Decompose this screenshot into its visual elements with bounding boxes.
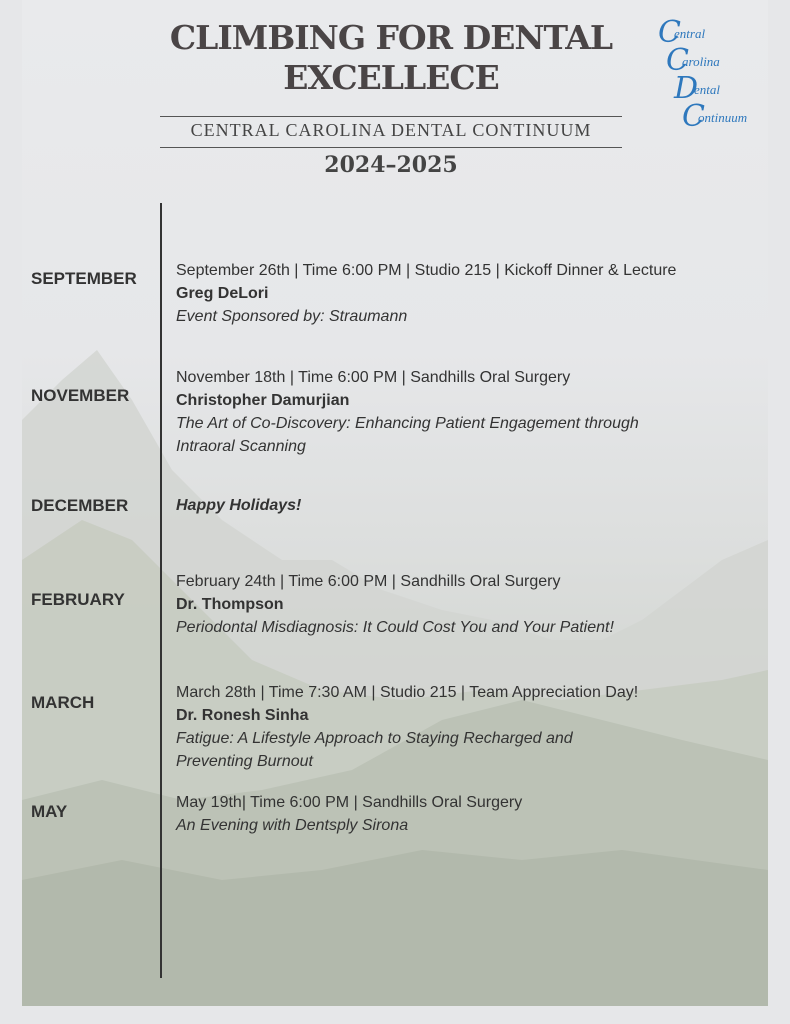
logo-word-1: entral — [674, 26, 706, 41]
month-may: MAY — [31, 802, 68, 821]
season-years: 2024–2025 — [324, 152, 458, 178]
event-details: February 24th | Time 6:00 PM | Sandhills Oral Surgery — [176, 573, 561, 590]
logo-letter-4: C — [682, 99, 705, 134]
logo-word-4: ontinuum — [698, 110, 748, 125]
title-line-1: CLIMBING FOR DENTAL — [169, 18, 613, 57]
event-speaker: Christopher Damurjian — [176, 392, 350, 409]
event-topic: An Evening with Dentsply Sirona — [176, 817, 409, 834]
title-line-2: EXCELLECE — [283, 58, 499, 97]
month-march: MARCH — [31, 693, 95, 712]
event-december — [176, 494, 736, 517]
month-february: FEBRUARY — [31, 590, 125, 609]
event-details: May 19th| Time 6:00 PM | Sandhills Oral Surgery — [176, 794, 523, 811]
logo-letter-2: C — [666, 43, 689, 78]
event-details: November 18th | Time 6:00 PM | Sandhills Oral Surgery — [176, 369, 571, 386]
divider-top — [160, 116, 622, 117]
organization-name: CENTRAL CAROLINA DENTAL CONTINUUM — [190, 120, 592, 140]
event-november — [176, 366, 736, 458]
logo-letter-3: D — [674, 71, 699, 106]
logo-word-3: ental — [694, 82, 720, 97]
event-speaker: Dr. Thompson — [176, 596, 284, 613]
month-november: NOVEMBER — [31, 386, 130, 405]
month-september: SEPTEMBER — [31, 269, 137, 288]
event-may — [176, 791, 736, 837]
event-details: March 28th | Time 7:30 AM | Studio 215 | Team Appreciation Day! — [176, 684, 639, 701]
event-speaker: Dr. Ronesh Sinha — [176, 707, 309, 724]
event-topic-line-1: The Art of Co-Discovery: Enhancing Patient Engagement through — [176, 415, 639, 432]
ccdc-logo — [652, 14, 762, 142]
event-details: September 26th | Time 6:00 PM | Studio 215 | Kickoff Dinner & Lecture — [176, 262, 677, 279]
event-march — [176, 681, 736, 773]
page-title — [160, 18, 622, 98]
event-september — [176, 259, 736, 328]
logo-word-2: arolina — [682, 54, 720, 69]
event-topic: Event Sponsored by: Straumann — [176, 308, 408, 325]
divider-bottom — [160, 147, 622, 148]
logo-letter-1: C — [658, 15, 681, 50]
event-topic-line-2: Intraoral Scanning — [176, 438, 306, 455]
event-february — [176, 570, 736, 639]
event-topic-line-1: Fatigue: A Lifestyle Approach to Staying Recharged and — [176, 730, 573, 747]
event-topic-line-2: Preventing Burnout — [176, 753, 313, 770]
event-note: Happy Holidays! — [176, 497, 302, 514]
month-december: DECEMBER — [31, 496, 129, 515]
event-speaker: Greg DeLori — [176, 285, 269, 302]
event-topic: Periodontal Misdiagnosis: It Could Cost You and Your Patient! — [176, 619, 614, 636]
timeline-line — [160, 203, 162, 978]
